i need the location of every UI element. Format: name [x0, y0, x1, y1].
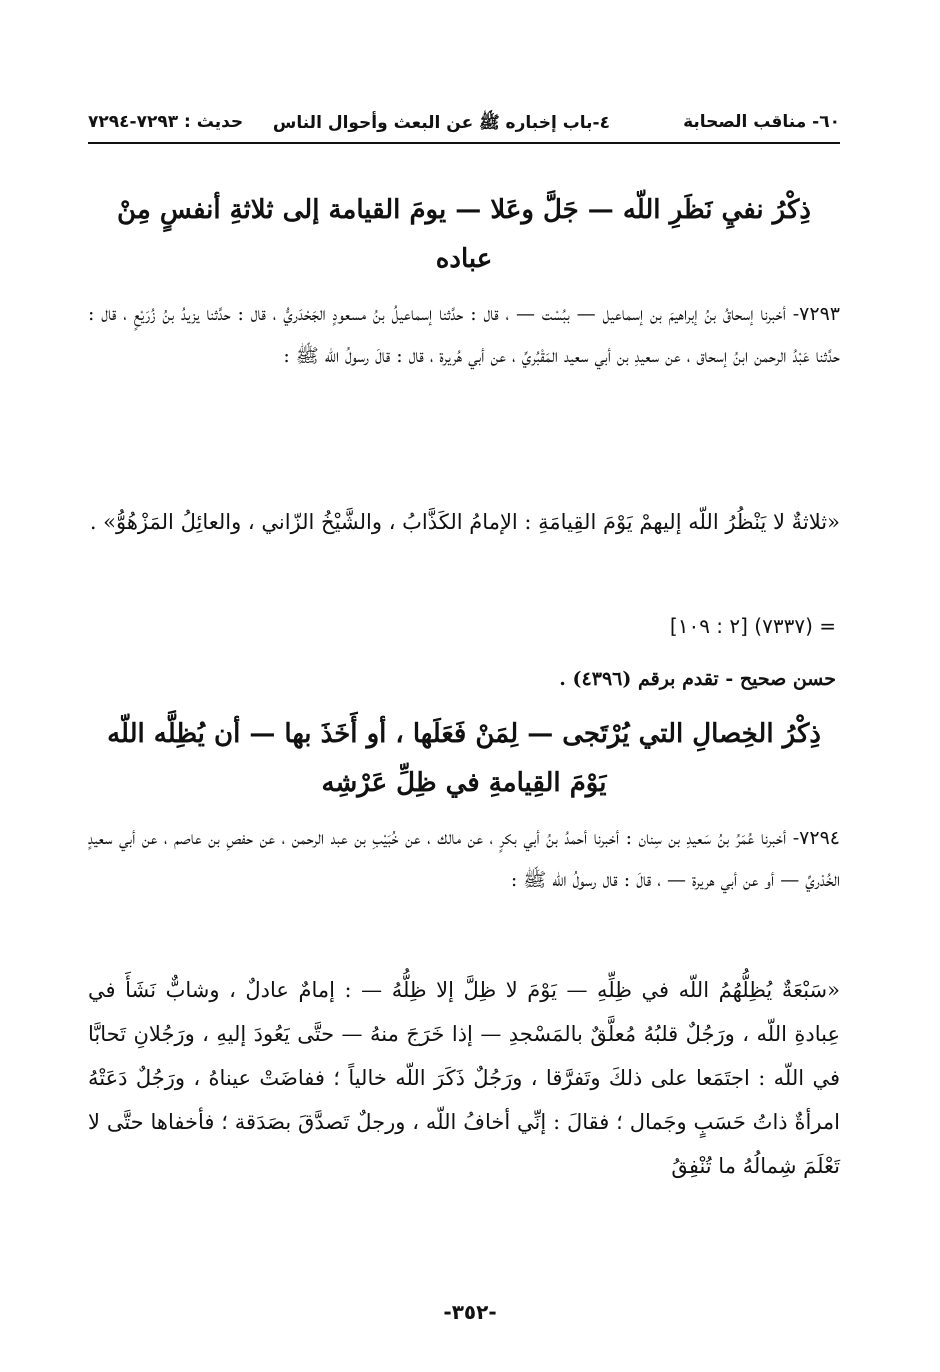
running-header [88, 104, 840, 144]
page-number: -٣٥٢- [443, 1300, 497, 1324]
hadith-text-7294: «سَبْعَةٌ يُظِلُّهُمُ اللّه في ظِلِّهِ — يَوْمَ لا ظِلَّ إلا ظِلُّهُ — : إمامٌ عادلٌ ، وشابٌّ نَشَأَ في عِبادةِ اللّه ، ورَجُلٌ قلبُهُ مُعلَّقٌ بالمَسْجدِ — إذا خَرَجَ منهُ — حتَّى يَعُودَ إليهِ ، ورَجُلانِ تَحابَّا في اللّه : اجتَمَعا على ذلكَ وتَفرَّقا ، ورَجُلٌ ذَكَرَ اللّه خالياً ؛ ففاضَتْ عيناهُ ، ورَجُلٌ دَعَتْهُ امرأةٌ ذاتُ حَسَبٍ وجَمال ؛ فقالَ : إنِّي أخافُ اللّه ، ورجلٌ تَصدَّقَ بصَدَقة ؛ فأخفاها حتَّى لا تَعْلَمَ شِمالُهُ ما تُنْفِقُ [88, 978, 840, 1179]
section-heading-2: ذِكْرُ الخِصالِ التي يُرْتَجى — لِمَنْ فَعَلَها ، أو أَخَذَ بها — أن يُظِلَّه اللّه يَوْمَ القِيامةِ في ظِلِّ عَرْشِه [107, 719, 821, 799]
hadith-grade-7293: حسن صحيح - تقدم برقم (٤٣٩٦) . [559, 668, 836, 690]
section-heading-1: ذِكْرُ نفيِ نَظَرِ اللّه — جَلَّ وعَلا — يومَ القيامة إلى ثلاثةِ أنفسٍ مِنْ عباده [117, 195, 811, 275]
cross-reference-7293: = (٧٣٣٧) [٢ : ١٠٩] [669, 614, 836, 638]
header-book-title: ٦٠- مناقب الصحابة [683, 112, 840, 132]
hadith-isnad-7293: ٧٢٩٣- أخبرنا إسحاقُ بنُ إبراهيمَ بن إسماعيل — ببُسْت — ، قال : حدَّثنا إسماعيلُ بنُ مسعودٍ الجَحْدَريُّ ، قال : حدَّثنا يزيدُ بنُ زُرَيْعٍ ، قال : حدَّثنا عَبْدُ الرحمن ابنُ إسحاق ، عن سعيدِ بن أبي سعيد المَقْبُريِّ ، عن أبي هُريرة ، قال : قالَ رسولُ اللّه ﷺ : [88, 303, 840, 367]
hadith-text-7293: «ثلاثةٌ لا يَنْظُرُ اللّه إليهمْ يَوْمَ القِيامَةِ : الإمامُ الكَذَّابُ ، والشَّيْخُ الزّاني ، والعائِلُ المَزْهُوُّ» . [89, 510, 840, 534]
header-hadith-range: حديث : ٧٢٩٣-٧٢٩٤ [88, 112, 244, 132]
header-chapter-title: ٤-باب إخباره ﷺ عن البعث وأحوال الناس [272, 113, 610, 133]
hadith-isnad-7294: ٧٢٩٤- أخبرنا عُمَرُ بنُ سَعيدِ بن سِنان : أخبرنا أحمدُ بنُ أبي بكرٍ ، عن مالك ، عن خُبَيْبِ بن عبد الرحمن ، عن حفصِ بن عاصم ، عن أبي سعيدٍ الخُدْريِّ — أو عن أبي هريرة — ، قالَ : قال رسولُ اللّه ﷺ : [88, 827, 840, 891]
